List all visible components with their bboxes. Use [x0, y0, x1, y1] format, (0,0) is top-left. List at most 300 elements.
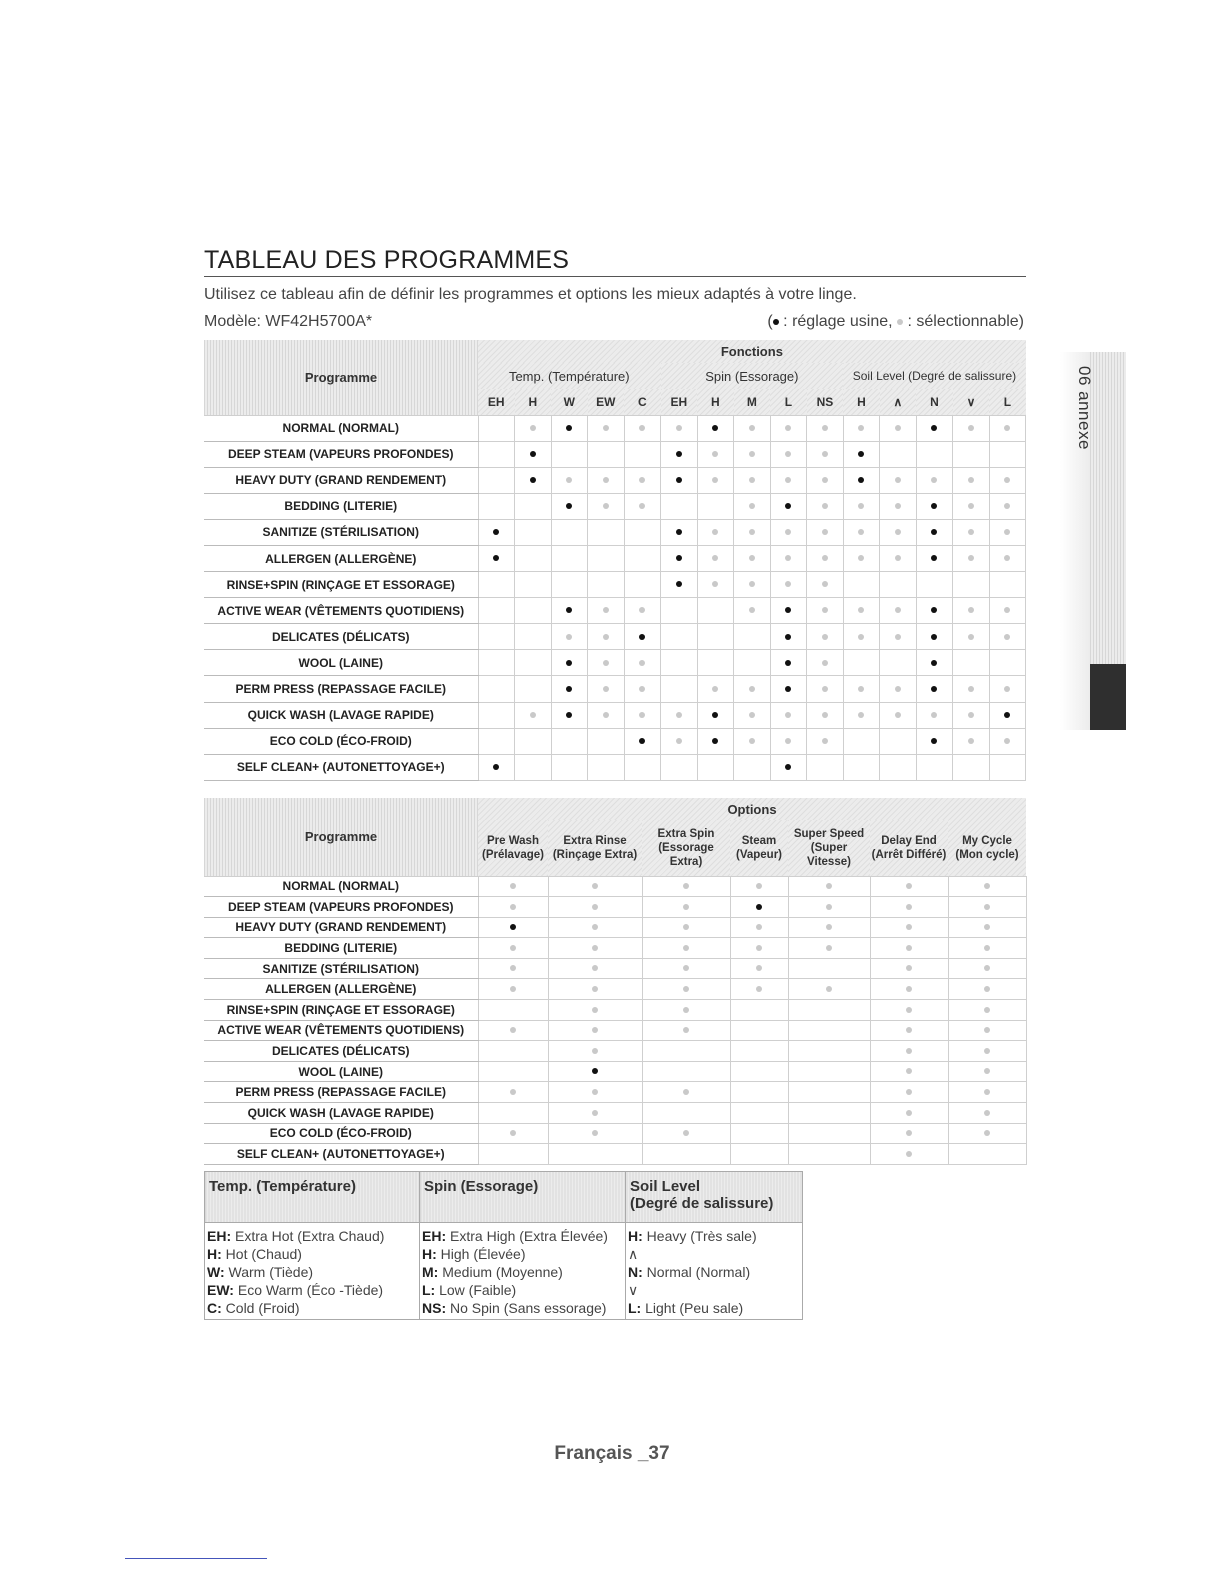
abbr-text: Heavy (Très sale): [642, 1228, 757, 1244]
function-cell: [661, 493, 698, 519]
options-col-header: [948, 820, 1026, 876]
fonctions-col-header: ∧: [880, 389, 917, 415]
option-cell: [478, 958, 548, 979]
selectable-dot-icon: [676, 712, 682, 718]
options-col-header-line: Pre Wash: [487, 834, 539, 847]
function-cell: [916, 467, 953, 493]
selectable-dot-icon: [895, 686, 901, 692]
selectable-dot-icon: [683, 1007, 689, 1013]
fonctions-col-header: L: [770, 389, 807, 415]
function-cell: [770, 624, 807, 650]
abbr-text: Cold (Froid): [221, 1300, 300, 1316]
intro-text: Utilisez ce tableau afin de définir les programmes et options les mieux adaptés à votre linge.: [204, 286, 857, 303]
selectable-dot-icon: [1004, 634, 1010, 640]
option-cell: [478, 1041, 548, 1062]
function-cell: [734, 598, 771, 624]
function-cell: [807, 676, 844, 702]
programme-name: ACTIVE WEAR (VÊTEMENTS QUOTIDIENS): [204, 1020, 478, 1041]
options-col-header-line: Extra): [669, 855, 703, 868]
selectable-dot-icon: [749, 738, 755, 744]
selectable-dot-icon: [592, 904, 598, 910]
table-row: [204, 572, 1026, 598]
abbr-item: [207, 1263, 417, 1281]
function-cell: [953, 754, 990, 780]
table-row: [204, 917, 1026, 938]
option-cell: [788, 1000, 870, 1021]
fonctions-table: [204, 340, 1026, 781]
option-cell: [730, 958, 788, 979]
function-cell: [989, 598, 1026, 624]
selectable-dot-icon: [968, 686, 974, 692]
option-cell: [548, 1103, 642, 1124]
function-cell: [843, 598, 880, 624]
selectable-dot-icon: [603, 503, 609, 509]
options-col-header: [870, 820, 948, 876]
selectable-dot-icon: [510, 965, 516, 971]
selectable-dot-icon: [603, 477, 609, 483]
selectable-dot-icon: [749, 503, 755, 509]
programme-name: ALLERGEN (ALLERGÈNE): [204, 979, 478, 1000]
function-cell: [515, 754, 552, 780]
selectable-dot-icon: [683, 883, 689, 889]
option-cell: [870, 1061, 948, 1082]
option-cell: [870, 1082, 948, 1103]
selectable-dot-icon: [1004, 555, 1010, 561]
programme-name: BEDDING (LITERIE): [204, 493, 478, 519]
function-cell: [807, 702, 844, 728]
option-cell: [548, 979, 642, 1000]
selectable-dot-icon: [906, 986, 912, 992]
selectable-dot-icon: [639, 607, 645, 613]
function-cell: [661, 545, 698, 571]
option-cell: [948, 1020, 1026, 1041]
selectable-dot-icon: [984, 1089, 990, 1095]
abbr-item: [628, 1281, 800, 1299]
function-cell: [916, 702, 953, 728]
selectable-dot-icon: [749, 712, 755, 718]
option-cell: [548, 1082, 642, 1103]
abbr-code: H:: [207, 1246, 222, 1262]
selectable-dot-icon: [785, 581, 791, 587]
factory-dot-icon: [931, 738, 937, 744]
options-col-header: [642, 820, 730, 876]
function-cell: [807, 493, 844, 519]
option-cell: [730, 1061, 788, 1082]
factory-dot-icon: [676, 451, 682, 457]
function-cell: [551, 650, 588, 676]
function-cell: [478, 624, 515, 650]
option-cell: [730, 1041, 788, 1062]
programme-name: DELICATES (DÉLICATS): [204, 624, 478, 650]
function-cell: [515, 624, 552, 650]
function-cell: [916, 545, 953, 571]
selectable-dot-icon: [1004, 738, 1010, 744]
option-cell: [870, 979, 948, 1000]
option-cell: [730, 1123, 788, 1144]
option-cell: [548, 938, 642, 959]
option-cell: [478, 876, 548, 897]
programme-name: SANITIZE (STÉRILISATION): [204, 519, 478, 545]
selectable-dot-icon: [968, 555, 974, 561]
options-programme-header: Programme: [204, 798, 478, 876]
selectable-dot-icon: [906, 1130, 912, 1136]
table-row: [204, 938, 1026, 959]
programme-name: RINSE+SPIN (RINÇAGE ET ESSORAGE): [204, 572, 478, 598]
function-cell: [624, 493, 661, 519]
option-cell: [788, 1123, 870, 1144]
factory-dot-icon: [566, 712, 572, 718]
options-col-header-line: Super Speed: [793, 827, 865, 840]
selectable-dot-icon: [592, 883, 598, 889]
function-cell: [989, 519, 1026, 545]
programme-name: QUICK WASH (LAVAGE RAPIDE): [204, 1103, 478, 1124]
fonctions-col-header: H: [843, 389, 880, 415]
option-cell: [642, 1041, 730, 1062]
function-cell: [661, 441, 698, 467]
option-cell: [788, 938, 870, 959]
function-cell: [807, 754, 844, 780]
selectable-dot-icon: [1004, 425, 1010, 431]
selectable-dot-icon: [1004, 607, 1010, 613]
function-cell: [515, 493, 552, 519]
selectable-dot-icon: [566, 477, 572, 483]
options-col-header-line: (Super Vitesse): [807, 841, 851, 868]
option-cell: [478, 1020, 548, 1041]
function-cell: [515, 545, 552, 571]
function-cell: [551, 572, 588, 598]
option-cell: [948, 1082, 1026, 1103]
abbr-code: N:: [628, 1264, 643, 1280]
selectable-dot-icon: [822, 607, 828, 613]
table-row: [204, 1082, 1026, 1103]
function-cell: [953, 624, 990, 650]
function-cell: [697, 624, 734, 650]
function-cell: [880, 728, 917, 754]
selectable-dot-icon: [683, 945, 689, 951]
function-cell: [478, 702, 515, 728]
function-cell: [624, 467, 661, 493]
function-cell: [807, 545, 844, 571]
option-cell: [478, 1000, 548, 1021]
table-row: [204, 415, 1026, 441]
abbr-text: Warm (Tiède): [224, 1264, 314, 1280]
option-cell: [548, 1000, 642, 1021]
abbr-code: NS:: [422, 1300, 447, 1316]
temp-group-header: Temp. (Température): [478, 363, 661, 389]
factory-dot-icon: [676, 581, 682, 587]
selectable-dot-icon: [822, 529, 828, 535]
function-cell: [588, 415, 625, 441]
selectable-dot-icon: [683, 904, 689, 910]
factory-dot-icon: [931, 686, 937, 692]
abbr-text: Hot (Chaud): [221, 1246, 302, 1262]
function-cell: [880, 624, 917, 650]
function-cell: [478, 415, 515, 441]
factory-dot-icon: [785, 607, 791, 613]
selectable-dot-icon: [968, 425, 974, 431]
option-cell: [870, 1000, 948, 1021]
programme-name: NORMAL (NORMAL): [204, 876, 478, 897]
function-cell: [916, 728, 953, 754]
selectable-dot-icon: [895, 634, 901, 640]
table-row: [204, 467, 1026, 493]
model-label: Modèle: WF42H5700A*: [204, 313, 373, 330]
selectable-dot-icon: [906, 1089, 912, 1095]
abbr-soil-header: [626, 1172, 803, 1223]
function-cell: [734, 650, 771, 676]
function-cell: [807, 467, 844, 493]
function-cell: [916, 676, 953, 702]
abbr-code: M:: [422, 1264, 439, 1280]
selectable-dot-icon: [822, 712, 828, 718]
function-cell: [953, 519, 990, 545]
selectable-dot-icon: [749, 477, 755, 483]
programme-name: SELF CLEAN+ (AUTONETTOYAGE+): [204, 754, 478, 780]
option-cell: [788, 1020, 870, 1041]
fonctions-col-header: ∨: [953, 389, 990, 415]
factory-dot-icon: [756, 904, 762, 910]
selectable-dot-icon: [510, 883, 516, 889]
option-cell: [870, 1041, 948, 1062]
option-cell: [870, 958, 948, 979]
selectable-dot-icon: [968, 503, 974, 509]
selectable-dot-icon: [785, 555, 791, 561]
option-cell: [870, 1123, 948, 1144]
factory-dot-icon: [785, 686, 791, 692]
function-cell: [588, 572, 625, 598]
function-cell: [770, 754, 807, 780]
function-cell: [551, 415, 588, 441]
option-cell: [478, 917, 548, 938]
function-cell: [624, 598, 661, 624]
option-cell: [730, 1000, 788, 1021]
function-cell: [734, 572, 771, 598]
option-cell: [870, 1020, 948, 1041]
abbr-code: EW:: [207, 1282, 234, 1298]
function-cell: [478, 676, 515, 702]
function-cell: [916, 650, 953, 676]
selectable-dot-icon: [984, 945, 990, 951]
function-cell: [588, 493, 625, 519]
selectable-dot-icon: [749, 529, 755, 535]
table-row: [204, 1123, 1026, 1144]
table-row: [204, 876, 1026, 897]
function-cell: [697, 572, 734, 598]
function-cell: [843, 754, 880, 780]
selectable-dot-icon: [984, 1048, 990, 1054]
table-row: [204, 1020, 1026, 1041]
function-cell: [588, 728, 625, 754]
selectable-dot-icon: [906, 883, 912, 889]
function-cell: [880, 650, 917, 676]
option-cell: [478, 1123, 548, 1144]
selectable-dot-icon: [683, 1027, 689, 1033]
function-cell: [624, 624, 661, 650]
function-cell: [989, 702, 1026, 728]
function-cell: [588, 624, 625, 650]
function-cell: [880, 598, 917, 624]
function-cell: [953, 650, 990, 676]
selectable-dot-icon: [676, 425, 682, 431]
function-cell: [807, 624, 844, 650]
selectable-dot-icon: [822, 738, 828, 744]
function-cell: [478, 598, 515, 624]
programme-name: SELF CLEAN+ (AUTONETTOYAGE+): [204, 1144, 478, 1165]
selectable-dot-icon: [592, 1110, 598, 1116]
selectable-dot-icon: [676, 738, 682, 744]
function-cell: [989, 754, 1026, 780]
abbr-text: Normal (Normal): [642, 1264, 751, 1280]
table-row: [204, 1061, 1026, 1082]
function-cell: [734, 415, 771, 441]
factory-dot-icon: [785, 660, 791, 666]
fonctions-header: Fonctions: [478, 340, 1026, 363]
table-row: [204, 676, 1026, 702]
selectable-dot-icon: [756, 965, 762, 971]
function-cell: [843, 415, 880, 441]
function-cell: [880, 676, 917, 702]
option-cell: [548, 876, 642, 897]
option-cell: [642, 1061, 730, 1082]
options-col-header: [788, 820, 870, 876]
abbr-text: Low (Faible): [435, 1282, 517, 1298]
function-cell: [734, 624, 771, 650]
factory-dot-icon: [566, 686, 572, 692]
function-cell: [661, 415, 698, 441]
function-cell: [770, 467, 807, 493]
selectable-dot-icon: [906, 904, 912, 910]
selectable-dot-icon: [712, 555, 718, 561]
factory-dot-icon: [712, 712, 718, 718]
selectable-dot-icon: [510, 904, 516, 910]
abbr-code: EH:: [422, 1228, 447, 1244]
abbr-item: [628, 1245, 800, 1263]
function-cell: [697, 415, 734, 441]
selectable-dot-icon: [895, 712, 901, 718]
abbr-item: [628, 1299, 800, 1317]
selectable-dot-icon: [968, 607, 974, 613]
function-cell: [989, 624, 1026, 650]
option-cell: [642, 1082, 730, 1103]
function-cell: [515, 598, 552, 624]
page-footer: Français _37: [554, 1443, 670, 1464]
selectable-dot-icon: [895, 529, 901, 535]
function-cell: [843, 467, 880, 493]
table-row: [204, 545, 1026, 571]
function-cell: [989, 467, 1026, 493]
option-cell: [948, 917, 1026, 938]
selectable-dot-icon: [785, 451, 791, 457]
fonctions-col-header: H: [697, 389, 734, 415]
option-cell: [478, 1144, 548, 1165]
legend-selectable-text: : sélectionnable): [903, 313, 1024, 330]
selectable-dot-icon: [749, 607, 755, 613]
function-cell: [916, 493, 953, 519]
abbr-text: Light (Peu sale): [641, 1300, 744, 1316]
function-cell: [880, 702, 917, 728]
selectable-dot-icon: [510, 986, 516, 992]
selectable-dot-icon: [683, 1089, 689, 1095]
function-cell: [515, 519, 552, 545]
function-cell: [843, 493, 880, 519]
option-cell: [642, 1000, 730, 1021]
selectable-dot-icon: [984, 883, 990, 889]
soil-group-header: Soil Level (Degré de salissure): [843, 363, 1026, 389]
option-cell: [730, 876, 788, 897]
factory-dot-icon: [493, 529, 499, 535]
selectable-dot-icon: [530, 425, 536, 431]
function-cell: [697, 467, 734, 493]
function-cell: [989, 676, 1026, 702]
function-cell: [734, 441, 771, 467]
selectable-dot-icon: [683, 986, 689, 992]
function-cell: [734, 754, 771, 780]
selectable-dot-icon: [906, 1110, 912, 1116]
option-cell: [548, 1123, 642, 1144]
factory-dot-icon: [1004, 712, 1010, 718]
table-row: [204, 1144, 1026, 1165]
option-cell: [548, 1041, 642, 1062]
function-cell: [880, 441, 917, 467]
option-cell: [730, 917, 788, 938]
function-cell: [624, 519, 661, 545]
function-cell: [624, 728, 661, 754]
option-cell: [642, 979, 730, 1000]
fonctions-col-header: EW: [588, 389, 625, 415]
abbr-code: EH:: [207, 1228, 232, 1244]
options-col-header-line: (Vapeur): [735, 848, 782, 861]
factory-dot-icon: [566, 503, 572, 509]
function-cell: [588, 441, 625, 467]
function-cell: [624, 754, 661, 780]
legend-open: (: [767, 313, 773, 330]
abbr-item: [422, 1281, 623, 1299]
factory-dot-icon: [712, 425, 718, 431]
option-cell: [548, 1020, 642, 1041]
factory-dot-icon: [639, 634, 645, 640]
function-cell: [916, 572, 953, 598]
factory-dot-icon: [566, 425, 572, 431]
selectable-dot-icon: [683, 965, 689, 971]
abbr-temp-list: [205, 1223, 420, 1320]
selectable-dot-icon: [603, 425, 609, 431]
selectable-dot-icon: [749, 451, 755, 457]
function-cell: [880, 493, 917, 519]
function-cell: [843, 572, 880, 598]
function-cell: [661, 572, 698, 598]
function-cell: [661, 519, 698, 545]
selectable-dot-icon: [931, 712, 937, 718]
selectable-dot-icon: [931, 477, 937, 483]
function-cell: [551, 624, 588, 650]
function-cell: [515, 650, 552, 676]
function-cell: [880, 519, 917, 545]
function-cell: [770, 572, 807, 598]
option-cell: [642, 917, 730, 938]
selectable-dot-icon: [603, 634, 609, 640]
option-cell: [870, 876, 948, 897]
function-cell: [734, 493, 771, 519]
option-cell: [548, 1144, 642, 1165]
selectable-dot-icon: [826, 945, 832, 951]
function-cell: [989, 572, 1026, 598]
selectable-dot-icon: [895, 425, 901, 431]
option-cell: [788, 979, 870, 1000]
function-cell: [953, 598, 990, 624]
function-cell: [843, 728, 880, 754]
selectable-dot-icon: [785, 529, 791, 535]
option-cell: [788, 1144, 870, 1165]
